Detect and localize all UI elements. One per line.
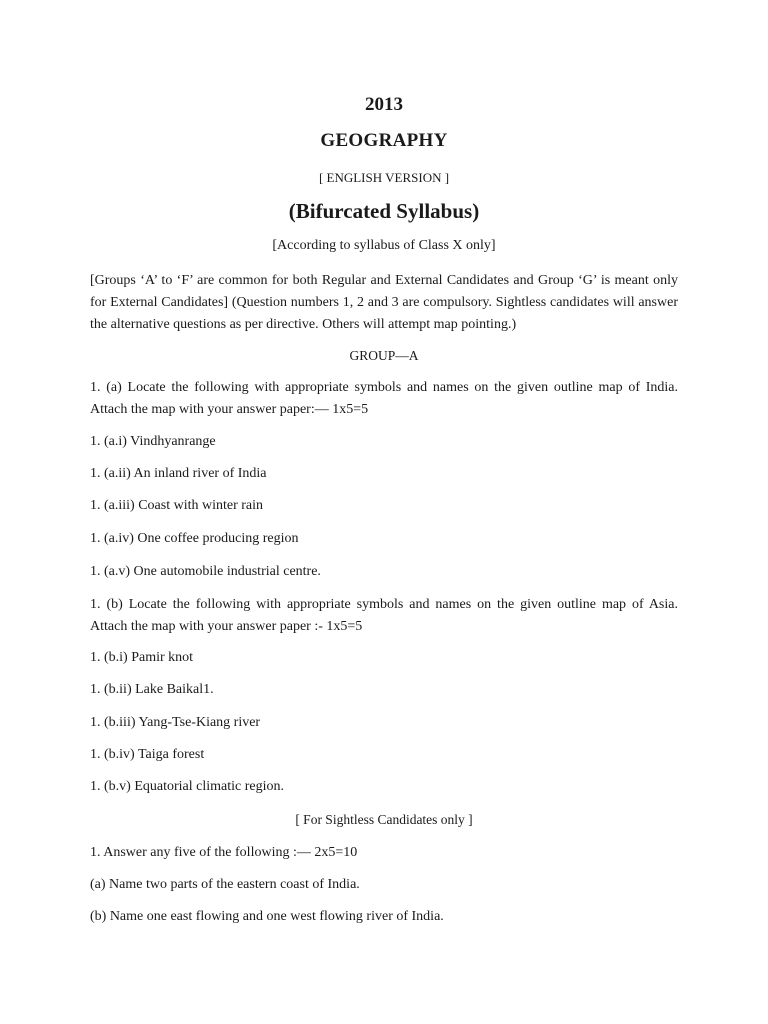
sightless-intro: 1. Answer any five of the following :— 2x5=10 — [90, 845, 358, 860]
syllabus-note: [According to syllabus of Class X only] — [272, 238, 496, 253]
instructions-paragraph: [Groups ‘A’ to ‘F’ are common for both Regular and External Candidates and Group ‘G’ is meant only for External Candidates] (Question numbers 1, 2 and 3 are compulsory. Sightless candidates will answer the alternative questions as per directive. Others will attempt map pointing.) — [90, 273, 678, 332]
question-item: 1. (b.ii) Lake Baikal1. — [90, 682, 214, 697]
question-item: 1. (a.v) One automobile industrial centre. — [90, 564, 321, 579]
group-heading: GROUP—A — [349, 348, 419, 363]
question-item: 1. (b.iv) Taiga forest — [90, 747, 205, 762]
exam-year: 2013 — [365, 94, 403, 115]
question-item: 1. (b.iii) Yang-Tse-Kiang river — [90, 715, 261, 730]
question-item: 1. (a.i) Vindhyanrange — [90, 434, 216, 449]
sightless-heading: [ For Sightless Candidates only ] — [295, 812, 473, 827]
question-1b-intro: 1. (b) Locate the following with appropriate symbols and names on the given outline map of Asia. Attach the map with your answer paper :- 1x5=5 — [90, 597, 678, 634]
question-item: (a) Name two parts of the eastern coast of India. — [90, 877, 360, 892]
question-item: 1. (a.ii) An inland river of India — [90, 466, 267, 481]
question-item: 1. (a.iv) One coffee producing region — [90, 531, 299, 546]
syllabus-title: (Bifurcated Syllabus) — [288, 199, 480, 223]
question-item: 1. (a.iii) Coast with winter rain — [90, 498, 264, 513]
subject-title: GEOGRAPHY — [320, 130, 448, 151]
question-item: (b) Name one east flowing and one west flowing river of India. — [90, 909, 444, 924]
question-1a-intro: 1. (a) Locate the following with appropriate symbols and names on the given outline map of India. Attach the map with your answer paper:— 1x5=5 — [90, 380, 678, 417]
question-item: 1. (b.v) Equatorial climatic region. — [90, 779, 284, 794]
question-item: 1. (b.i) Pamir knot — [90, 650, 194, 665]
version-label: [ ENGLISH VERSION ] — [318, 170, 450, 185]
